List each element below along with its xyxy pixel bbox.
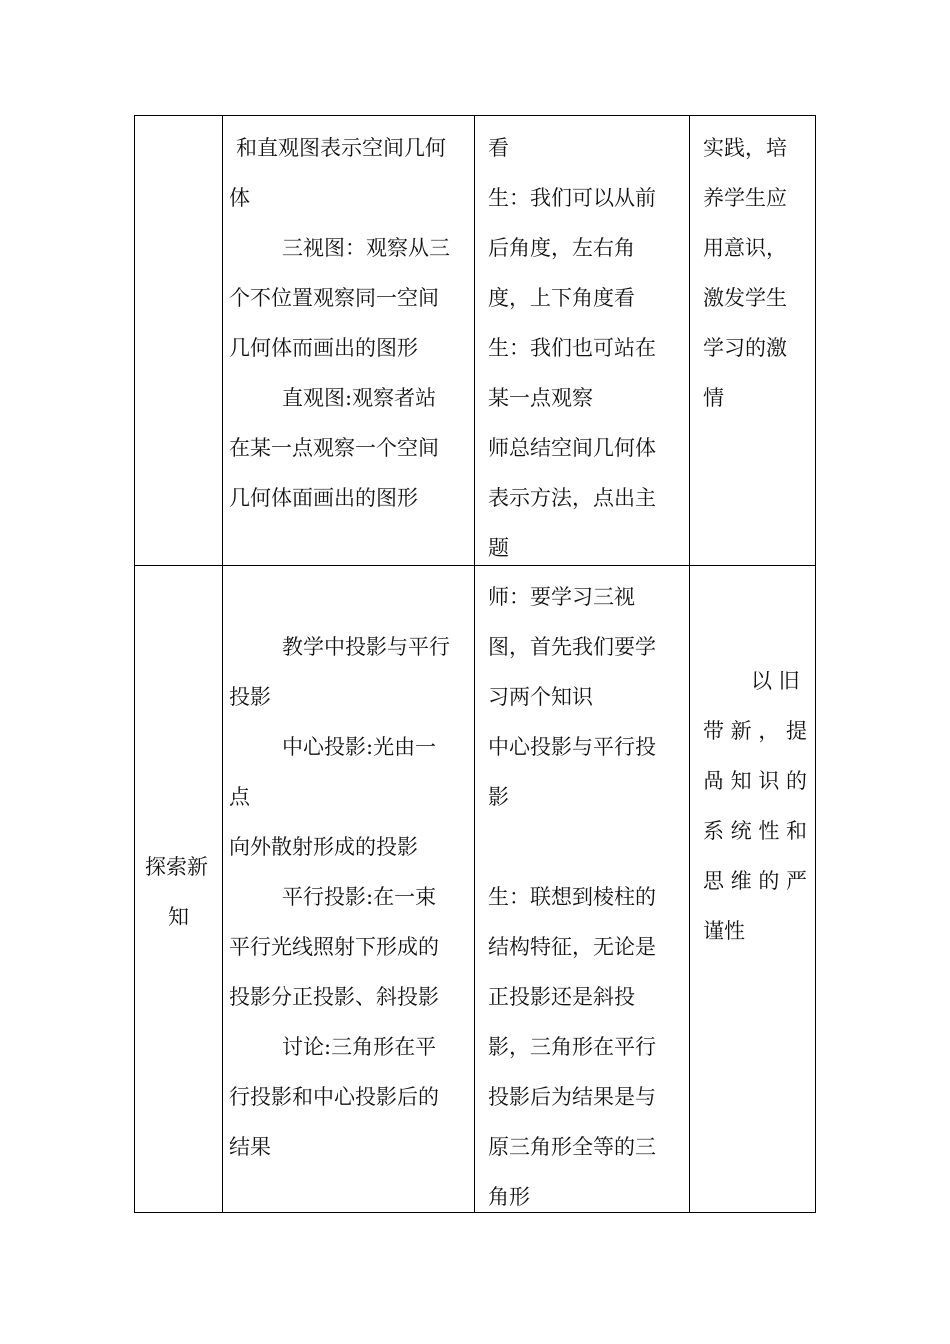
text-line: 后角度，左右角 [488,236,635,260]
text-line: 题 [488,536,509,560]
text-line: 投影 [229,685,271,709]
text-line: 实践，培 [703,136,787,160]
text-line: 三视图：观察从三 [282,236,450,260]
text-line: 角形 [488,1185,530,1209]
text-line: 看 [488,136,509,160]
text-line: 表示方法，点出主 [488,486,656,510]
text-line: 习两个知识 [488,685,593,709]
text-line: 中心投影:光由一 [282,735,437,759]
text-line: 直观图:观察者站 [282,386,437,410]
text-line: 投影分正投影、斜投影 [229,985,439,1009]
stage-label: 知 [168,905,189,929]
text-line: 度，上下角度看 [488,286,635,310]
text-line: 情 [703,386,724,410]
text-line: 投影后为结果是与 [488,1085,656,1109]
text-line: 影 [488,785,509,809]
text-line: 中心投影与平行投 [488,735,656,759]
text-line: 系 统 性 和 [703,819,808,843]
text-line: 原三角形全等的三 [488,1135,656,1159]
column-divider [689,116,690,1212]
text-line: 体 [229,186,250,210]
text-line: 学习的激 [703,336,787,360]
text-line: 谨性 [703,919,745,943]
text-line: 思 维 的 严 [703,869,808,893]
text-line: 养学生应 [703,186,787,210]
text-line: 平行投影:在一束 [282,885,437,909]
text-line: 某一点观察 [488,386,593,410]
text-line: 图，首先我们要学 [488,635,656,659]
text-line: 师总结空间几何体 [488,436,656,460]
text-line: 几何体而画出的图形 [229,336,418,360]
text-line: 教学中投影与平行 [282,635,450,659]
text-line: 带 新 ， 提 [703,719,808,743]
text-line: 生：我们也可站在 [488,336,656,360]
text-line: 激发学生 [703,286,787,310]
text-line: 讨论:三角形在平 [282,1035,437,1059]
text-line: 以 旧 [751,669,800,693]
text-line: 咼 知 识 的 [703,769,808,793]
text-line: 个不位置观察同一空间 [229,286,439,310]
column-divider [222,116,223,1212]
text-line: 用意识， [703,236,787,260]
text-line: 和直观图表示空间几何 [236,136,446,160]
text-line: 平行光线照射下形成的 [229,935,439,959]
text-line: 几何体面画出的图形 [229,486,418,510]
stage-label: 探索新 [145,855,208,879]
text-line: 向外散射形成的投影 [229,835,418,859]
text-line: 结果 [229,1135,271,1159]
text-line: 生：联想到棱柱的 [488,885,656,909]
column-divider [474,116,475,1212]
lesson-table [134,115,816,1213]
row-divider [135,565,815,566]
text-line: 师：要学习三视 [488,585,635,609]
text-line: 正投影还是斜投 [488,985,635,1009]
text-line: 影，三角形在平行 [488,1035,656,1059]
text-line: 在某一点观察一个空间 [229,436,439,460]
text-line: 点 [229,785,250,809]
text-line: 结构特征，无论是 [488,935,656,959]
text-line: 生：我们可以从前 [488,186,656,210]
text-line: 行投影和中心投影后的 [229,1085,439,1109]
